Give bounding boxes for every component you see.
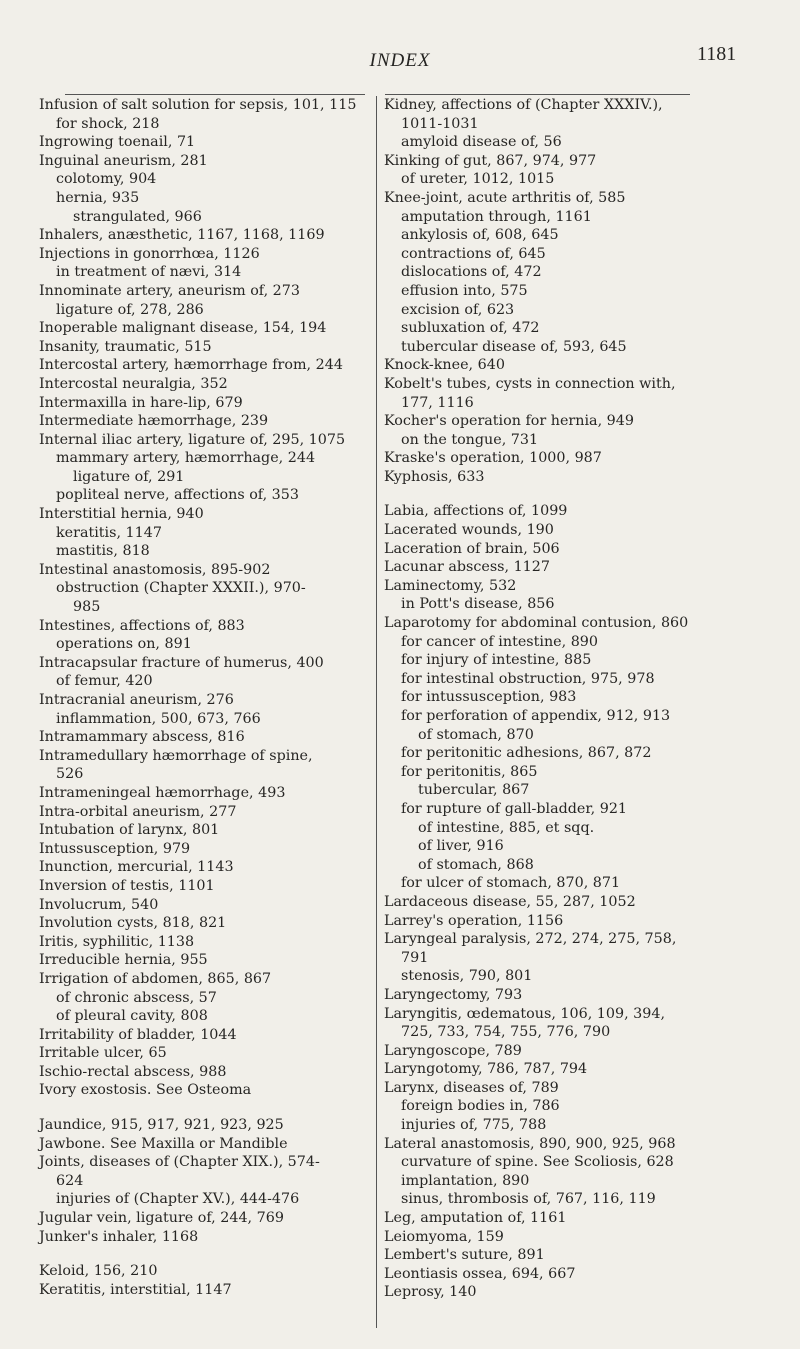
index-subentry: amputation through, 1161: [401, 208, 592, 225]
index-entry: Ischio-rectal abscess, 988: [39, 1063, 227, 1080]
index-entry: Laryngoscope, 789: [384, 1042, 522, 1059]
index-subentry: keratitis, 1147: [56, 524, 162, 541]
index-subentry: in treatment of nævi, 314: [56, 264, 242, 281]
index-entry: Intrameningeal hæmorrhage, 493: [39, 784, 286, 801]
index-subentry: excision of, 623: [401, 301, 515, 318]
index-entry: Laminectomy, 532: [384, 577, 517, 594]
index-subentry: amyloid disease of, 56: [401, 134, 562, 151]
index-entry: Intracranial aneurism, 276: [39, 692, 234, 708]
index-subentry: 624: [56, 1172, 84, 1189]
index-subentry: for peritonitic adhesions, 867, 872: [401, 745, 652, 762]
index-entry: Jugular vein, ligature of, 244, 769: [39, 1210, 284, 1227]
index-entry: Jawbone. See Maxilla or Mandible: [39, 1135, 288, 1152]
index-entry: Ivory exostosis. See Osteoma: [39, 1082, 252, 1099]
index-entry: Kocher's operation for hernia, 949: [384, 413, 634, 430]
index-column-left: [39, 96, 373, 1299]
index-entry: Labia, affections of, 1099: [384, 503, 568, 520]
index-subentry: mastitis, 818: [56, 543, 150, 560]
index-column-right: [384, 96, 744, 1302]
index-entry: Intercostal artery, hæmorrhage from, 244: [39, 357, 343, 374]
index-subentry: 1011-1031: [401, 115, 479, 132]
index-entry: Laparotomy for abdominal contusion, 860: [384, 615, 689, 632]
index-subentry: for rupture of gall-bladder, 921: [401, 800, 628, 817]
index-subentry: 985: [73, 599, 101, 616]
index-entry: Intramedullary hæmorrhage of spine,: [39, 747, 313, 764]
index-entry: Kobelt's tubes, cysts in connection with,: [384, 375, 676, 392]
index-subentry: injuries of (Chapter XV.), 444-476: [56, 1191, 300, 1208]
index-subentry: popliteal nerve, affections of, 353: [56, 487, 299, 504]
index-subentry: ankylosis of, 608, 645: [401, 227, 559, 244]
index-subentry: hernia, 935: [56, 189, 140, 206]
index-entry: Internal iliac artery, ligature of, 295, 1075: [39, 431, 346, 448]
index-entry: Lardaceous disease, 55, 287, 1052: [384, 893, 636, 910]
index-entry: Intubation of larynx, 801: [39, 822, 220, 839]
index-subentry: of femur, 420: [56, 673, 153, 690]
index-entry: Leg, amputation of, 1161: [384, 1210, 567, 1227]
index-entry: Laryngotomy, 786, 787, 794: [384, 1061, 588, 1078]
index-subentry: of stomach, 868: [418, 856, 534, 873]
index-subentry: for intestinal obstruction, 975, 978: [401, 670, 655, 687]
index-subentry: strangulated, 966: [73, 208, 202, 225]
index-subentry: ligature of, 291: [73, 468, 185, 485]
index-subentry: for peritonitis, 865: [401, 763, 538, 780]
index-entry: Keloid, 156, 210: [39, 1263, 158, 1280]
index-subentry: subluxation of, 472: [401, 320, 540, 337]
index-entry: Intermaxilla in hare-lip, 679: [39, 394, 243, 411]
index-entry: Leprosy, 140: [384, 1284, 477, 1301]
index-entry: Laryngectomy, 793: [384, 986, 523, 1003]
index-entry: Larrey's operation, 1156: [384, 912, 564, 929]
index-subentry: in Pott's disease, 856: [401, 596, 555, 613]
index-subentry: 725, 733, 754, 755, 776, 790: [401, 1024, 611, 1041]
index-subentry: on the tongue, 731: [401, 431, 539, 448]
index-subentry: tubercular disease of, 593, 645: [401, 338, 627, 355]
index-subentry: for intussusception, 983: [401, 689, 577, 706]
index-subentry: of chronic abscess, 57: [56, 989, 217, 1006]
section-gap: [39, 1100, 373, 1116]
index-entry: Inhalers, anæsthetic, 1167, 1168, 1169: [39, 227, 325, 244]
index-entry: Intercostal neuralgia, 352: [39, 375, 228, 392]
column-divider: [376, 96, 377, 1328]
index-subentry: of liver, 916: [418, 838, 504, 855]
index-entry: Inoperable malignant disease, 154, 194: [39, 320, 327, 337]
index-entry: Keratitis, interstitial, 1147: [39, 1281, 232, 1298]
index-entry: Knock-knee, 640: [384, 357, 505, 374]
section-gap: [384, 486, 744, 502]
index-entry: Insanity, traumatic, 515: [39, 338, 212, 355]
index-entry: Interstitial hernia, 940: [39, 506, 204, 523]
index-entry: Inguinal aneurism, 281: [39, 152, 208, 169]
index-subentry: stenosis, 790, 801: [401, 968, 533, 985]
index-entry: Intermediate hæmorrhage, 239: [39, 413, 269, 430]
index-entry: Leontiasis ossea, 694, 667: [384, 1265, 576, 1282]
index-subentry: colotomy, 904: [56, 171, 157, 188]
index-entry: Lacerated wounds, 190: [384, 522, 554, 539]
index-entry: Intramammary abscess, 816: [39, 729, 245, 746]
index-entry: Knee-joint, acute arthritis of, 585: [384, 189, 626, 206]
index-subentry: 177, 1116: [401, 394, 474, 411]
index-entry: Kyphosis, 633: [384, 468, 485, 485]
index-entry: Lateral anastomosis, 890, 900, 925, 968: [384, 1135, 676, 1152]
index-entry: Irrigation of abdomen, 865, 867: [39, 970, 272, 987]
index-subentry: injuries of, 775, 788: [401, 1117, 547, 1134]
index-entry: Kraske's operation, 1000, 987: [384, 450, 602, 467]
page-number: 1181: [697, 43, 737, 65]
index-entry: Laryngitis, œdematous, 106, 109, 394,: [384, 1005, 666, 1022]
index-subentry: operations on, 891: [56, 636, 192, 653]
index-entry: Laceration of brain, 506: [384, 540, 560, 557]
index-entry: Injections in gonorrhœa, 1126: [39, 245, 260, 262]
header-title: INDEX: [369, 50, 431, 71]
index-entry: Laryngeal paralysis, 272, 274, 275, 758,: [384, 931, 677, 948]
index-subentry: mammary artery, hæmorrhage, 244: [56, 450, 316, 467]
index-subentry: for cancer of intestine, 890: [401, 633, 598, 650]
index-subentry: tubercular, 867: [418, 782, 530, 799]
index-entry: Irritability of bladder, 1044: [39, 1026, 237, 1043]
index-subentry: inflammation, 500, 673, 766: [56, 710, 261, 727]
index-entry: Leiomyoma, 159: [384, 1228, 504, 1245]
index-subentry: for ulcer of stomach, 870, 871: [401, 875, 621, 892]
index-entry: Kidney, affections of (Chapter XXXIV.),: [384, 97, 663, 113]
header-rule-right: [385, 94, 690, 95]
index-entry: Intussusception, 979: [39, 840, 191, 857]
index-entry: Lacunar abscess, 1127: [384, 559, 550, 576]
section-gap: [39, 1246, 373, 1262]
index-entry: Intestines, affections of, 883: [39, 617, 245, 634]
index-entry: Involucrum, 540: [39, 896, 159, 913]
index-subentry: of pleural cavity, 808: [56, 1008, 208, 1025]
index-subentry: foreign bodies in, 786: [401, 1098, 560, 1115]
index-entry: Inversion of testis, 1101: [39, 877, 215, 894]
index-entry: Innominate artery, aneurism of, 273: [39, 282, 300, 299]
index-entry: Larynx, diseases of, 789: [384, 1079, 559, 1096]
index-entry: Intestinal anastomosis, 895-902: [39, 561, 271, 578]
index-entry: Irreducible hernia, 955: [39, 952, 208, 969]
index-subentry: of intestine, 885, et sqq.: [418, 819, 595, 836]
index-entry: Irritable ulcer, 65: [39, 1045, 167, 1062]
index-subentry: implantation, 890: [401, 1172, 530, 1189]
index-entry: Kinking of gut, 867, 974, 977: [384, 152, 597, 169]
index-subentry: contractions of, 645: [401, 245, 546, 262]
index-subentry: for shock, 218: [56, 115, 160, 132]
index-entry: Involution cysts, 818, 821: [39, 915, 227, 932]
index-entry: Jaundice, 915, 917, 921, 923, 925: [39, 1117, 284, 1134]
index-subentry: for injury of intestine, 885: [401, 652, 592, 669]
index-entry: Lembert's suture, 891: [384, 1247, 545, 1264]
index-subentry: for perforation of appendix, 912, 913: [401, 708, 671, 724]
header-rule-left: [65, 94, 365, 95]
index-subentry: 791: [401, 949, 429, 966]
index-subentry: sinus, thrombosis of, 767, 116, 119: [401, 1191, 656, 1208]
index-subentry: 526: [56, 766, 84, 783]
index-entry: Joints, diseases of (Chapter XIX.), 574-: [39, 1154, 320, 1171]
index-subentry: obstruction (Chapter XXXII.), 970-: [56, 580, 306, 597]
index-subentry: curvature of spine. See Scoliosis, 628: [401, 1154, 674, 1171]
index-entry: Inunction, mercurial, 1143: [39, 859, 234, 876]
index-subentry: of stomach, 870: [418, 726, 534, 743]
index-entry: Junker's inhaler, 1168: [39, 1228, 199, 1245]
index-subentry: effusion into, 575: [401, 282, 528, 299]
index-subentry: ligature of, 278, 286: [56, 301, 204, 318]
index-entry: Intra-orbital aneurism, 277: [39, 803, 237, 820]
index-subentry: of ureter, 1012, 1015: [401, 171, 555, 188]
index-subentry: dislocations of, 472: [401, 264, 542, 281]
index-entry: Iritis, syphilitic, 1138: [39, 933, 195, 950]
index-entry: Intracapsular fracture of humerus, 400: [39, 654, 324, 671]
index-entry: Ingrowing toenail, 71: [39, 134, 196, 151]
index-entry: Infusion of salt solution for sepsis, 101, 115: [39, 97, 357, 113]
